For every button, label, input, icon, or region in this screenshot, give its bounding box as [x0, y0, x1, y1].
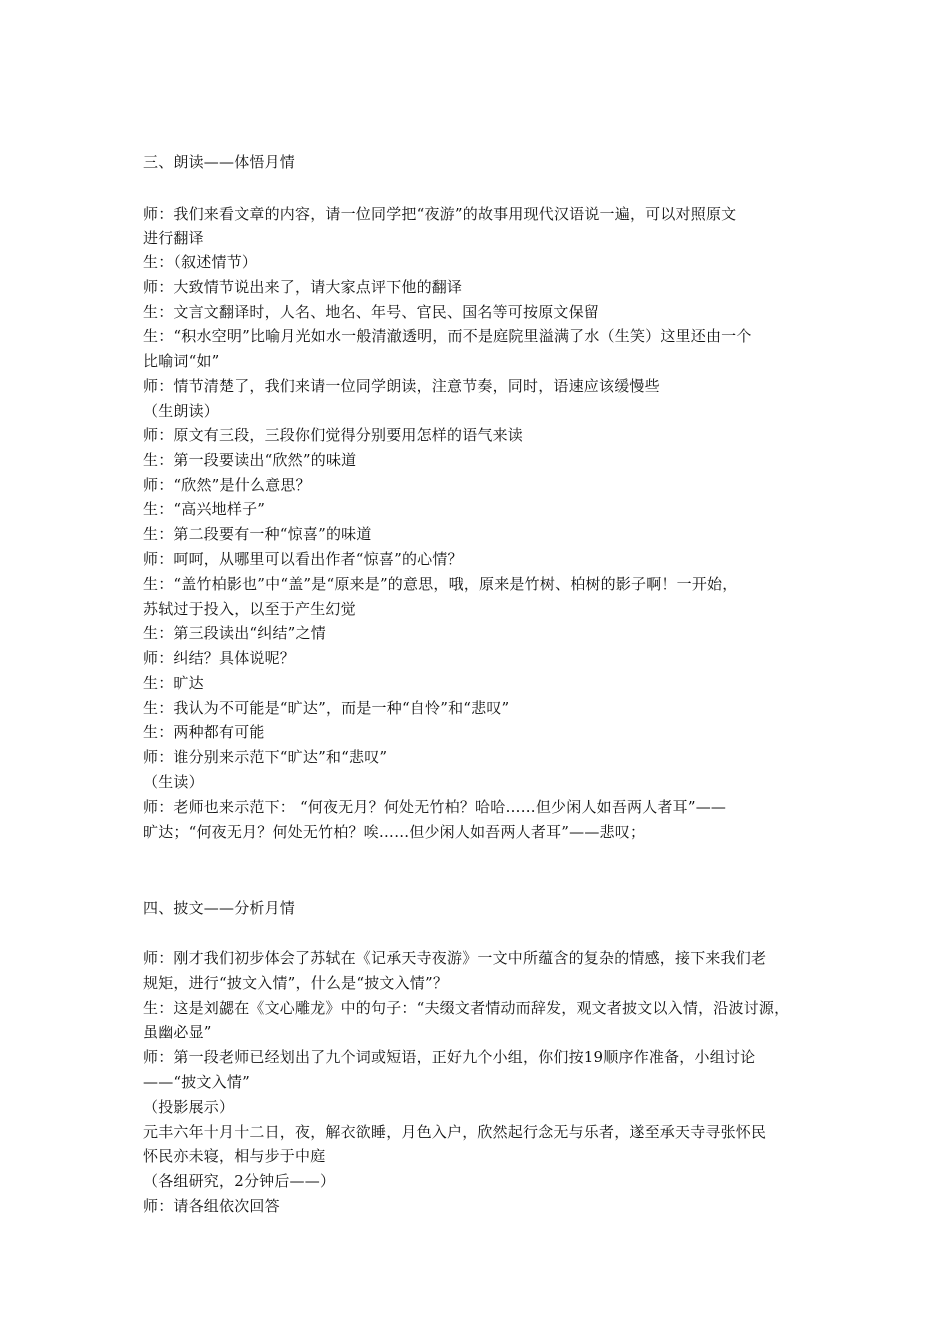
text-line: 师：呵呵，从哪里可以看出作者“惊喜”的心情？ [143, 550, 463, 568]
text-line: 师：原文有三段，三段你们觉得分别要用怎样的语气来读 [143, 426, 524, 444]
text-line: 生：“高兴地样子” [143, 500, 266, 518]
text-line: 生：两种都有可能 [143, 723, 265, 741]
text-line: 生：第二段要有一种“惊喜”的味道 [143, 525, 372, 543]
text-line: 怀民亦未寝，相与步于中庭 [143, 1147, 326, 1165]
text-line: 师：我们来看文章的内容，请一位同学把“夜游”的故事用现代汉语说一遍，可以对照原文 [143, 205, 737, 223]
text-line: ——“披文入情” [143, 1073, 250, 1091]
text-line: （生读） [143, 773, 204, 791]
section-heading-3: 三、朗读——体悟月情 [143, 153, 296, 171]
text-line: 进行翻译 [143, 229, 204, 247]
text-line: 生：“积水空明”比喻月光如水一般清澈透明，而不是庭院里溢满了水（生笑）这里还由一个 [143, 327, 752, 345]
text-line: 生：“盖竹柏影也”中“盖”是“原来是”的意思，哦，原来是竹树、柏树的影子啊！一开始， [143, 575, 738, 593]
section-heading-4: 四、披文——分析月情 [143, 899, 296, 917]
text-line: 苏轼过于投入，以至于产生幻觉 [143, 600, 356, 618]
text-line: 生：我认为不可能是“旷达”，而是一种“自怜”和“悲叹” [143, 699, 510, 717]
text-line: 师：刚才我们初步体会了苏轼在《记承天寺夜游》一文中所蕴含的复杂的情感，接下来我们老 [143, 949, 767, 967]
text-line: 师：老师也来示范下： “何夜无月？何处无竹柏？哈哈……但少闲人如吾两人者耳”—— [143, 798, 727, 816]
text-line: （投影展示） [143, 1098, 235, 1116]
text-line: 旷达；“何夜无月？何处无竹柏？唉……但少闲人如吾两人者耳”——悲叹； [143, 823, 646, 841]
text-line: 生：第一段要读出“欣然”的味道 [143, 451, 357, 469]
text-line: 虽幽必显” [143, 1023, 212, 1041]
text-line: 规矩，进行“披文入情”，什么是“披文入情”？ [143, 974, 449, 992]
text-line: （各组研究，2分钟后——） [143, 1172, 336, 1190]
text-line: 生：文言文翻译时，人名、地名、年号、官民、国名等可按原文保留 [143, 303, 600, 321]
text-line: 师：大致情节说出来了，请大家点评下他的翻译 [143, 278, 463, 296]
text-line: 师：“欣然”是什么意思？ [143, 476, 311, 494]
text-line: 比喻词“如” [143, 352, 220, 370]
text-line: 生：这是刘勰在《文心雕龙》中的句子：“夫缀文者情动而辞发，观文者披文以入情，沿波讨源， [143, 999, 790, 1017]
text-line: 师：请各组依次回答 [143, 1197, 280, 1215]
text-line: 师：纠结？具体说呢？ [143, 649, 296, 667]
text-line: 师：第一段老师已经划出了九个词或短语，正好九个小组，你们按19顺序作准备，小组讨论 [143, 1048, 756, 1066]
text-line: 元丰六年十月十二日，夜，解衣欲睡，月色入户，欣然起行念无与乐者，遂至承天寺寻张怀民 [143, 1123, 767, 1141]
text-line: 生：（叙述情节） [143, 253, 258, 271]
text-line: 生：旷达 [143, 674, 204, 692]
text-line: 师：情节清楚了，我们来请一位同学朗读，注意节奏，同时，语速应该缓慢些 [143, 377, 660, 395]
text-line: （生朗读） [143, 402, 220, 420]
text-line: 生：第三段读出“纠结”之情 [143, 624, 326, 642]
text-line: 师：谁分别来示范下“旷达”和“悲叹” [143, 748, 388, 766]
